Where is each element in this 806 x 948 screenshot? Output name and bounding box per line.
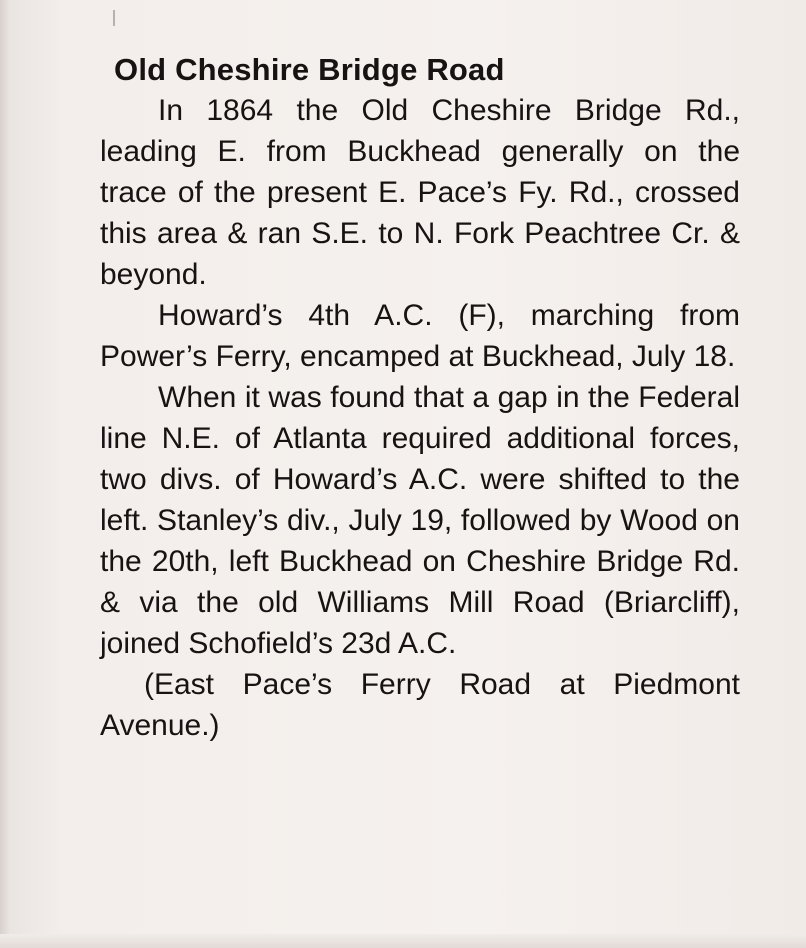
- page-mark: [113, 10, 115, 26]
- paragraph-2: Howard’s 4th A.C. (F), marching from Power’s Ferry, encamped at Buckhead, July 18.: [100, 299, 740, 373]
- paragraph-4: (East Pace’s Ferry Road at Piedmont Avenue.): [100, 668, 740, 742]
- marker-title: Old Cheshire Bridge Road: [114, 52, 505, 87]
- page-left-edge: [0, 0, 10, 948]
- historical-marker-text: [100, 50, 740, 746]
- paragraph-1: In 1864 the Old Cheshire Bridge Rd., leading E. from Buckhead generally on the trace of the present E. Pace’s Fy. Rd., crossed this area & ran S.E. to N. Fork Peachtree Cr. & beyond.: [100, 94, 740, 291]
- paragraph-3: When it was found that a gap in the Federal line N.E. of Atlanta required additional forces, two divs. of Howard’s A.C. were shifted to the left. Stanley’s div., July 19, followed by Wood on the 20th, left Buckhead on Cheshire Bridge Rd. & via the old Williams Mill Road (Briarcliff), joined Schofield’s 23d A.C.: [100, 381, 740, 660]
- page-bottom-edge: [0, 934, 806, 948]
